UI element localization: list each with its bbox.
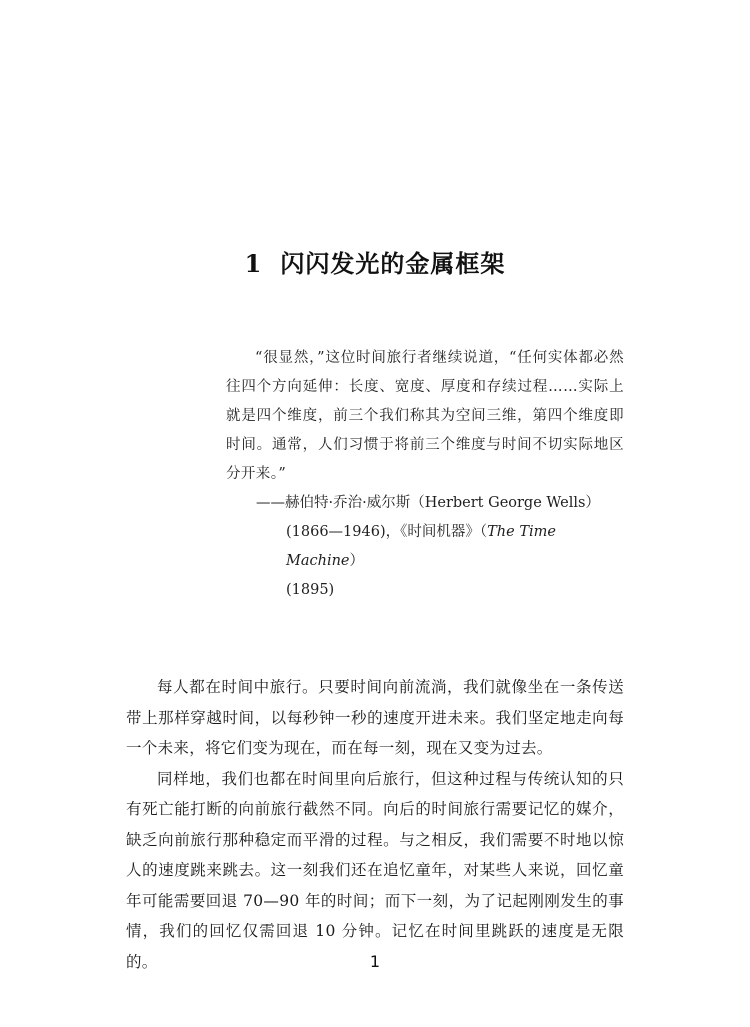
body-paragraph: 同样地，我们也都在时间里向后旅行，但这种过程与传统认知的只有死亡能打断的向前旅行截然不同。向后的时间旅行需要记忆的媒介，缺乏向前旅行那种稳定而平滑的过程。与之相反，我们需要不时地以惊人的速度跳来跳去。这一刻我们还在追忆童年，对某些人来说，回忆童年可能需要回退 70—90 年的时间；而下一刻，为了记起刚刚发生的事情，我们的回忆仅需回退 10 分钟。记忆在时间里跳跃的速度是无限的。 <box>126 769 624 971</box>
body-text <box>126 672 624 977</box>
epigraph-author: ——赫伯特·乔治·威尔斯（Herbert George Wells） <box>256 495 600 511</box>
epigraph <box>226 344 624 605</box>
epigraph-years: (1866—1946)， <box>286 524 401 540</box>
body-paragraph: 每人都在时间中旅行。只要时间向前流淌，我们就像坐在一条传送带上那样穿越时间，以每秒钟一秒的速度开进未来。我们坚定地走向每一个未来，将它们变为现在，而在每一刻，现在又变为过去。 <box>126 678 624 757</box>
epigraph-pub-year: (1895) <box>286 582 335 598</box>
chapter-number: 1 <box>244 249 263 279</box>
epigraph-source <box>256 518 624 576</box>
epigraph-work-cn: 《时间机器》（ <box>400 524 488 540</box>
epigraph-attribution <box>226 489 624 605</box>
chapter-title <box>0 244 750 279</box>
chapter-title-text: 闪闪发光的金属框架 <box>280 249 506 279</box>
epigraph-work-close: ） <box>349 553 365 569</box>
epigraph-quote: “很显然，”这位时间旅行者继续说道，“任何实体都必然往四个方向延伸：长度、宽度、厚度和存续过程……实际上就是四个维度，前三个我们称其为空间三维，第四个维度即时间。通常，人们习惯于将前三个维度与时间不切实际地区分开来。” <box>226 350 624 482</box>
page-number: 1 <box>369 952 381 971</box>
epigraph-work-en: The Time Machine <box>286 524 556 569</box>
